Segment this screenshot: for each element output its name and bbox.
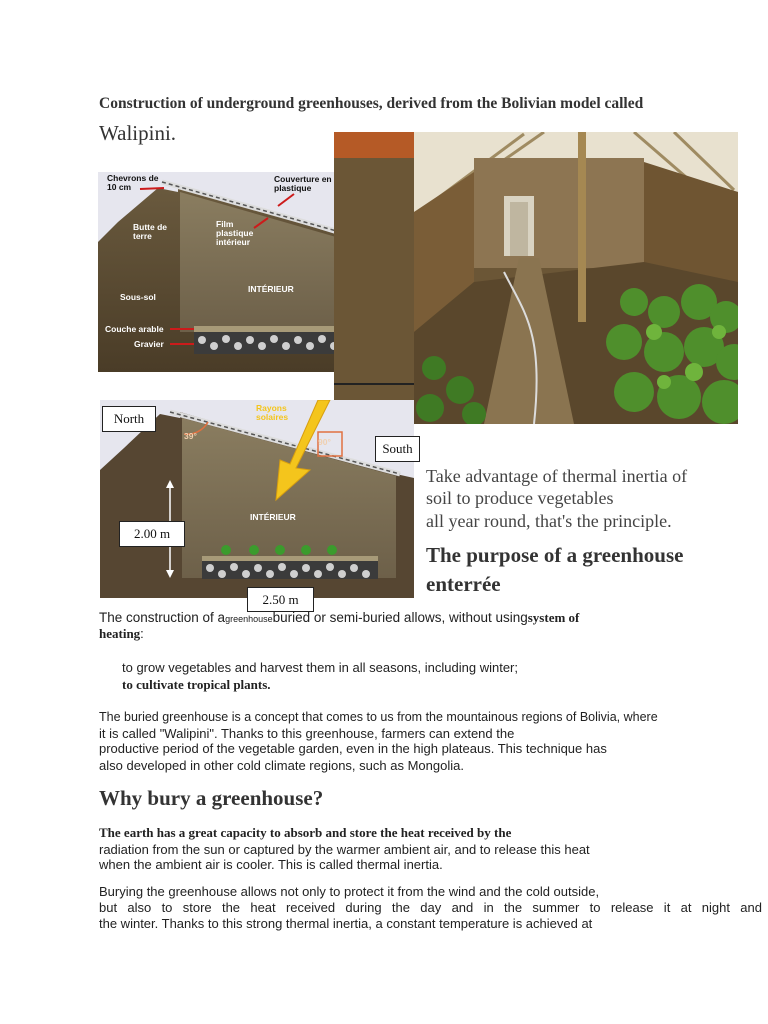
principle-line-2: soil to produce vegetables [426,488,614,508]
construction-text-system: system of [527,610,580,625]
label-rayons: Rayons solaires [256,403,289,422]
purpose-heading-continuation: enterrée [426,572,501,596]
construction-paragraph [99,610,579,626]
divider-line [334,383,414,385]
burying-paragraph-line: but also to store the heat received during the day and in the summer to release it at night and [99,900,762,915]
bullet-text: to cultivate tropical plants. [122,677,271,692]
buried-paragraph-line: also developed in other cold climate regions, such as Mongolia. [99,758,464,773]
label-film: Film plastique intérieur [216,219,254,247]
label-interieur-bottom: INTÉRIEUR [250,512,296,522]
south-label: South [375,436,420,462]
label-couverture: Couverture en plastique [274,174,332,193]
label-angle-39: 39° [184,431,197,441]
greenhouse-interior-photo [334,132,738,424]
buried-paragraph-line: The buried greenhouse is a concept that comes to us from the mountainous regions of Bolivia, where [99,710,658,724]
construction-text-heading: heating [99,626,141,641]
label-sous-sol: Sous-sol [120,292,156,302]
label-couche: Couche arable [105,324,164,334]
construction-text-greenhouse: greenhouse [225,614,273,624]
bullet-item [122,660,518,675]
label-butte: Butte de terre [133,222,167,241]
construction-text-a: The construction of a [99,610,226,625]
greenhouse-photo-illustration [334,132,738,424]
label-chevrons: Chevrons de 10 cm [107,173,159,192]
purpose-heading: The purpose of a greenhouse [426,543,684,567]
label-gravier: Gravier [134,339,164,349]
buried-paragraph-line: productive period of the vegetable garden, even in the high plateaus. This technique has [99,741,607,756]
burying-paragraph-line: Burying the greenhouse allows not only to protect it from the wind and the cold outside, [99,884,600,899]
label-angle-90: 90° [318,437,331,447]
label-interieur: INTÉRIEUR [248,284,294,294]
principle-line-1: Take advantage of thermal inertia of [426,466,688,486]
buried-paragraph-line: it is called "Walipini". Thanks to this greenhouse, farmers can extend the [99,726,515,741]
width-dimension: 2.50 m [247,587,314,612]
north-label: North [102,406,156,432]
construction-text-colon: : [140,626,144,641]
bullet-text: to grow vegetables and harvest them in all seasons, including winter; [122,660,518,675]
document-title-continuation: Walipini. [99,121,177,145]
document-title: Construction of underground greenhouses, derived from the Bolivian model called [99,95,644,112]
earth-paragraph-line: radiation from the sun or captured by the warmer ambient air, and to release this heat [99,842,590,857]
earth-paragraph-bold: The earth has a great capacity to absorb and store the heat received by the [99,825,512,840]
construction-paragraph-continuation [99,626,144,642]
burying-paragraph-line: the winter. Thanks to this strong thermal inertia, a constant temperature is achieved at [99,916,593,931]
construction-text-c: buried or semi-buried allows, without using [272,610,528,625]
earth-paragraph-line: when the ambient air is cooler. This is called thermal inertia. [99,857,443,872]
why-heading: Why bury a greenhouse? [99,786,324,810]
bullet-item [122,677,271,693]
height-dimension: 2.00 m [119,521,185,547]
principle-line-3: all year round, that's the principle. [426,511,672,531]
